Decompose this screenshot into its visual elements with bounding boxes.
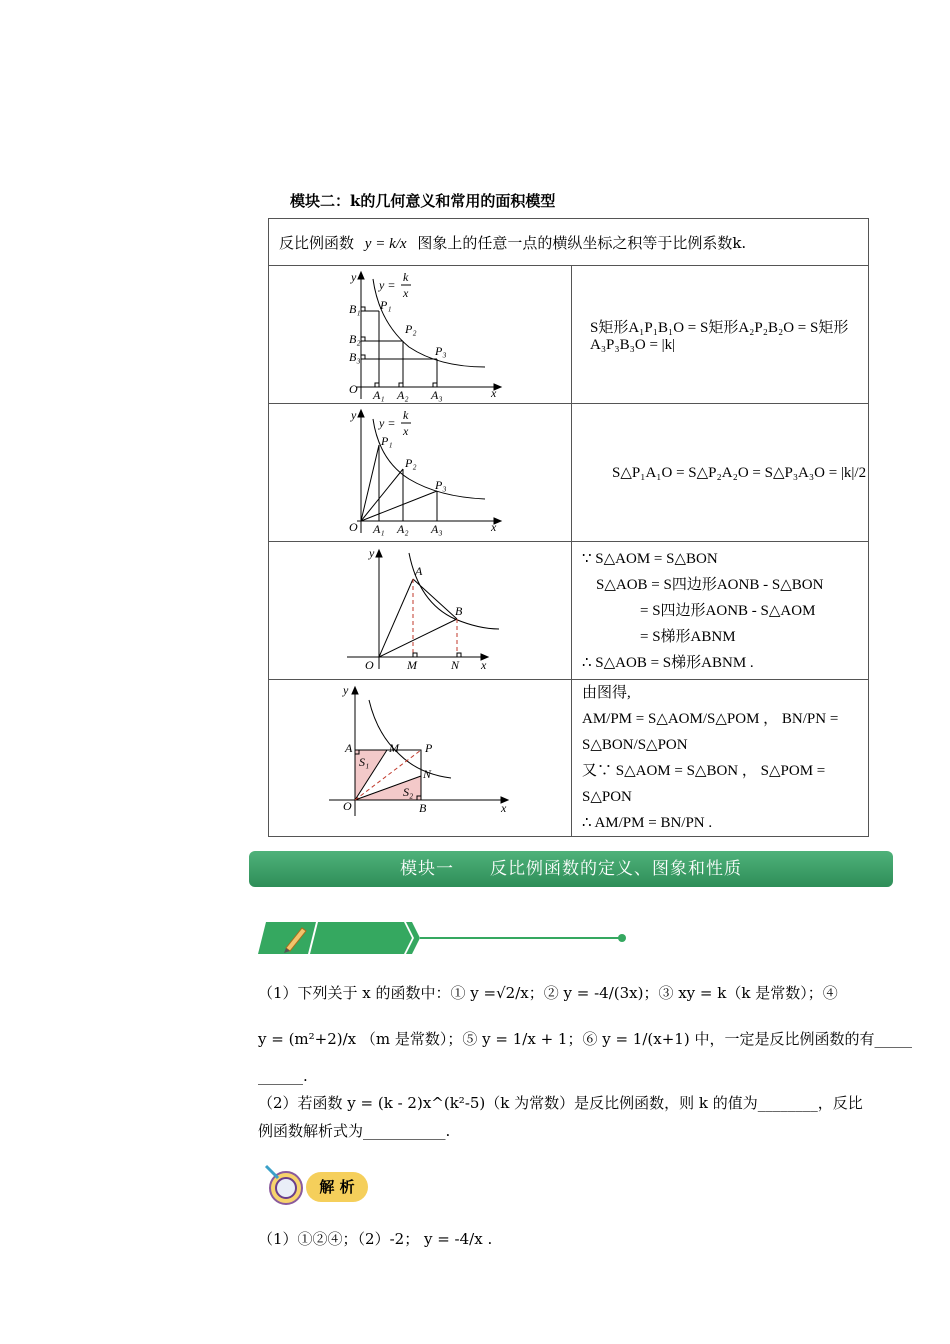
answer-text: （1）①②④；（2）-2； y = -4/x .: [258, 1230, 493, 1248]
func-x: x: [403, 285, 409, 300]
ratio-line-1: 由图得,: [582, 685, 631, 701]
label-a: A: [415, 563, 423, 578]
label-s1: S₁: [359, 755, 370, 769]
label-p-4: P: [425, 741, 433, 755]
answer-badge: 解 析: [306, 1172, 368, 1202]
y-axis-label-3: y: [369, 545, 375, 560]
question-2-line-a: （2）若函数 y = (k - 2)x^(k²-5)（k 为常数）是反比例函数，则 k 的值为________，反比: [258, 1094, 863, 1112]
x-axis-label-4: x: [501, 801, 507, 815]
label-m: M: [407, 657, 417, 672]
label-p2-2: P₂: [405, 455, 417, 470]
ratio-line-4: ∴ AM/PM = BN/PN .: [582, 815, 713, 831]
question-1-line-b: y = (m²+2)/x （m 是常数）；⑤ y = 1/x + 1；⑥ y = 1/(x+1) 中，一定是反比例函数的有_____: [258, 1030, 912, 1048]
figure-rectangle-split: [269, 680, 572, 837]
label-p3: P₃: [435, 343, 447, 358]
origin-label-4: O: [343, 799, 352, 813]
func-label: y =: [379, 277, 396, 292]
x-axis-label-3: x: [481, 657, 487, 672]
func-x-2: x: [403, 423, 409, 438]
label-n-4: N: [423, 767, 432, 781]
y-axis-label-4: y: [343, 684, 349, 697]
figure-rectangles: [269, 266, 572, 404]
label-n: N: [451, 657, 460, 672]
ratio-line-2: AM/PM = S△AOM/S△POM ， BN/PN = S△BON/S△PON: [582, 711, 839, 753]
label-b1: B₁: [349, 301, 361, 316]
figure-trapezoid: [269, 542, 572, 680]
intro-suffix: 图象上的任意一点的横纵坐标之积等于比例系数k.: [417, 233, 747, 252]
section-title: 模块二：k的几何意义和常用的面积模型: [290, 192, 556, 210]
question-1-line-a: （1）下列关于 x 的函数中：① y =√2/x；② y = -4/(3x)；③ xy = k（k 是常数）；④: [258, 984, 838, 1002]
label-p3-2: P₃: [435, 477, 447, 492]
label-b3: B₃: [349, 349, 361, 364]
question-2-line-b: 例函数解析式为___________.: [258, 1122, 451, 1140]
func-k-2: k: [403, 407, 409, 422]
exercise-header: [256, 920, 636, 956]
proof-line-2: S△AOB = S四边形AONB - S△BON: [596, 576, 824, 593]
ratio-line-3: 又∵ S△AOM = S△BON ， S△POM = S△PON: [582, 763, 826, 805]
label-p2: P₂: [405, 321, 417, 336]
exercise-header-art: [256, 920, 636, 956]
func-k: k: [403, 269, 409, 284]
label-a1: A₁: [373, 387, 385, 402]
origin-label-2: O: [349, 519, 358, 534]
proof-line-1: ∵ S△AOM = S△BON: [582, 550, 718, 567]
proof-line-4: = S梯形ABNM: [640, 628, 736, 645]
x-axis-label: x: [491, 385, 497, 400]
label-a3-2: A₃: [431, 521, 443, 536]
label-s2: S₂: [403, 785, 414, 799]
label-a3: A₃: [431, 387, 443, 402]
label-a1-2: A₁: [373, 521, 385, 536]
formula-cell-3: [572, 542, 869, 680]
intro-func: y = k/x: [364, 235, 407, 252]
label-b2: B₂: [349, 331, 361, 346]
proof-line-3: = S四边形AONB - S△AOM: [640, 602, 816, 619]
label-b-4: B: [419, 801, 427, 815]
intro-cell: [269, 219, 869, 266]
label-p1-2: P₁: [381, 433, 393, 448]
label-b: B: [455, 603, 463, 618]
y-axis-label-2: y: [351, 407, 357, 422]
y-axis-label: y: [351, 269, 357, 284]
formula-cell-1: S矩形A₁P₁B₁O = S矩形A₂P₂B₂O = S矩形A₃P₃B₃O = |k|: [572, 266, 869, 404]
label-a2-2: A₂: [397, 521, 409, 536]
label-a2: A₂: [397, 387, 409, 402]
module-banner: 模块一 反比例函数的定义、图象和性质: [249, 851, 893, 887]
func-label-2: y =: [379, 415, 396, 430]
intro-prefix: 反比例函数: [279, 233, 355, 252]
formula-cell-4: [572, 680, 869, 837]
proof-line-5: ∴ S△AOB = S梯形ABNM .: [582, 654, 754, 671]
label-a-4: A: [345, 741, 353, 755]
label-p1: P₁: [380, 297, 392, 312]
x-axis-label-2: x: [491, 519, 497, 534]
origin-label-3: O: [365, 657, 374, 672]
magnifier-icon: [262, 1162, 308, 1208]
origin-label: O: [349, 381, 358, 396]
figure-triangles: [269, 404, 572, 542]
label-m-4: M: [389, 741, 399, 755]
question-1-line-c: ______.: [258, 1067, 308, 1085]
formula-cell-2: S△P₁A₁O = S△P₂A₂O = S△P₃A₃O = |k|/2: [572, 404, 869, 542]
model-table: [268, 218, 869, 837]
